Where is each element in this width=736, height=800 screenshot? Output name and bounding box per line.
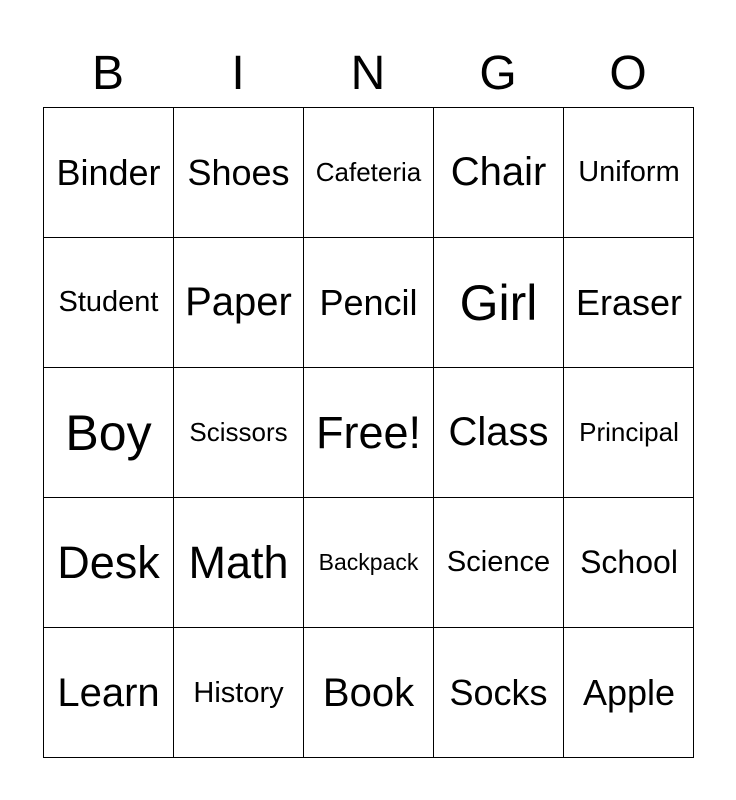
bingo-cell[interactable]: History — [174, 628, 304, 758]
bingo-cell[interactable]: Class — [434, 368, 564, 498]
bingo-cell[interactable]: Desk — [44, 498, 174, 628]
bingo-cell[interactable]: Binder — [44, 108, 174, 238]
bingo-cell[interactable]: School — [564, 498, 694, 628]
bingo-cell[interactable]: Uniform — [564, 108, 694, 238]
bingo-cell[interactable]: Chair — [434, 108, 564, 238]
bingo-cell[interactable]: Learn — [44, 628, 174, 758]
bingo-cell[interactable]: Backpack — [304, 498, 434, 628]
bingo-cell[interactable]: Math — [174, 498, 304, 628]
bingo-board — [43, 107, 694, 758]
bingo-cell[interactable]: Apple — [582, 672, 676, 713]
bingo-cell[interactable]: Science — [434, 498, 564, 628]
bingo-header — [43, 40, 693, 108]
bingo-cell[interactable]: Principal — [564, 368, 694, 498]
bingo-cell[interactable]: Paper — [174, 238, 304, 368]
bingo-cell[interactable]: Scissors — [174, 368, 304, 498]
header-letter-i: I — [231, 47, 245, 100]
header-letter-n: N — [350, 47, 386, 100]
header-letter-b: B — [91, 47, 124, 100]
bingo-cell-free[interactable]: Free! — [304, 368, 434, 498]
header-letter-o: O — [609, 47, 647, 100]
bingo-cell[interactable]: Eraser — [564, 238, 694, 368]
bingo-cell[interactable]: Cafeteria — [304, 108, 434, 238]
bingo-cell[interactable]: Boy — [44, 368, 174, 498]
bingo-cell[interactable]: Socks — [434, 628, 564, 758]
bingo-cell[interactable]: Girl — [434, 238, 564, 368]
bingo-cell[interactable]: Book — [304, 628, 434, 758]
bingo-cell[interactable]: Student — [44, 238, 174, 368]
bingo-cell[interactable]: Shoes — [174, 108, 304, 238]
bingo-cell[interactable]: Pencil — [304, 238, 434, 368]
header-letter-g: G — [479, 47, 517, 100]
